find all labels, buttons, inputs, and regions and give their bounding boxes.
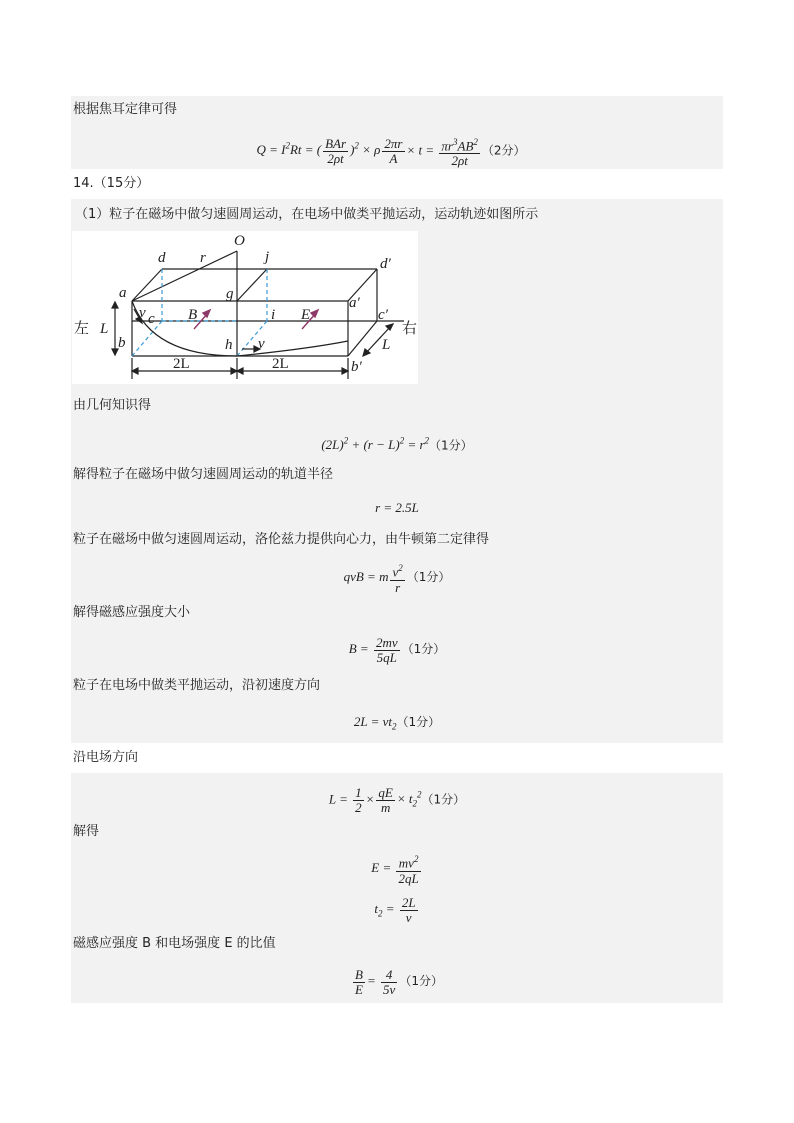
solve-B-intro: 解得磁感应强度大小: [71, 599, 723, 627]
score-1-lorentz: （1分）: [406, 570, 451, 584]
score-1-ratio: （1分）: [399, 974, 443, 988]
geometry-intro: 由几何知识得: [71, 389, 723, 423]
label-c: c: [148, 311, 155, 327]
label-v1: v: [139, 305, 146, 321]
label-c-prime: c′: [378, 307, 388, 323]
label-left: 左: [74, 319, 90, 337]
score-2: （2分）: [481, 143, 526, 158]
equation-displacement: L = $\frac{1}{2}$ × $\frac{qE}{m}$ × $t_2^2(1$分）: [71, 773, 723, 817]
label-a: a: [119, 285, 127, 301]
equation-geometry: $(2L)^2 + (r - L)^2 = r^2(1$分）: [71, 423, 723, 459]
solve-radius-intro: 解得粒子在磁场中做匀速圆周运动的轨道半径: [71, 459, 723, 491]
label-d-prime: d′: [380, 256, 391, 272]
label-B: B: [188, 307, 198, 323]
label-d: d: [158, 250, 166, 266]
label-b: b: [118, 335, 126, 351]
label-2L-right: 2L: [272, 356, 289, 372]
equation-lorentz: qvB = m $\frac{v^2}{r}$ （1分）: [71, 555, 723, 599]
equation-time: $2L = vt_2(1$分）: [71, 701, 723, 743]
trajectory-diagram: [72, 231, 418, 384]
label-h: h: [225, 337, 233, 353]
label-b-prime: b′: [351, 359, 362, 375]
score-1-displacement: （1分）: [421, 792, 466, 807]
along-field-intro: 沿电场方向: [71, 743, 723, 773]
electric-field-intro: 粒子在电场中做类平抛运动，沿初速度方向: [71, 671, 723, 701]
equation-E: E = $\frac{mv^2}{2qL}$: [71, 847, 723, 889]
label-i: i: [271, 307, 276, 323]
lorentz-intro: 粒子在磁场中做匀速圆周运动，洛伦兹力提供向心力，由牛顿第二定律得: [71, 525, 723, 555]
joule-intro: 根据焦耳定律可得: [71, 96, 723, 124]
label-O: O: [234, 233, 245, 249]
label-E: E: [301, 307, 311, 323]
score-1-geometry: （1分）: [429, 438, 473, 453]
label-a-prime: a′: [349, 295, 360, 311]
label-r: r: [200, 250, 206, 266]
label-g: g: [226, 286, 234, 302]
solve-intro: 解得: [71, 817, 723, 847]
label-2L-left: 2L: [173, 356, 190, 372]
part-1-intro: （1）粒子在磁场中做匀速圆周运动，在电场中做类平抛运动，运动轨迹如图所示: [71, 199, 723, 231]
equation-ratio: $\frac{B}{E}$ = $\frac{4}{5v}$ （1分）: [71, 959, 723, 1003]
label-j: j: [265, 249, 270, 265]
label-right: 右: [402, 319, 418, 337]
equation-B: B = $\frac{2mv}{5qL}$ （1分）: [71, 627, 723, 671]
trajectory-figure: [71, 231, 723, 389]
score-1-B: （1分）: [401, 642, 446, 656]
equation-radius: r = 2.5L: [71, 491, 723, 525]
ratio-intro: 磁感应强度 B 和电场强度 E 的比值: [71, 929, 723, 959]
label-L2: L: [382, 337, 391, 353]
question-14-header: 14.（15分）: [71, 169, 723, 199]
label-L1: L: [100, 321, 109, 337]
equation-t2: $t_2$ = $\frac{2L}{v}$: [71, 889, 723, 929]
equation-joule-heat: $Q = I^2Rt$ = ( $\frac{\text{BAr}}{2\rho t}$ )$^2$ × ρ $\frac{2\pi r}{A}$ × t = $\frac{\pi r^3AB^2}{2\rho t}$ （2分）: [71, 124, 723, 169]
score-1-time: （1分）: [396, 715, 441, 729]
label-v2: v: [258, 336, 265, 352]
solution-page: [71, 96, 723, 1003]
